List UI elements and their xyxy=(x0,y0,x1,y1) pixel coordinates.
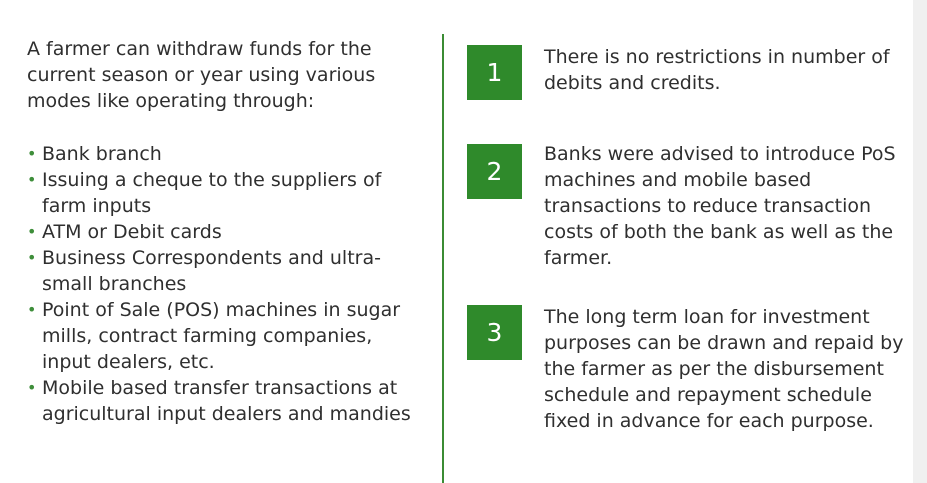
bullet-icon: • xyxy=(27,222,37,241)
list-item xyxy=(27,219,422,245)
bullet-icon: • xyxy=(27,378,37,397)
list-item xyxy=(27,245,422,297)
intro-paragraph: A farmer can withdraw funds for the current season or year using various modes like operating through: xyxy=(27,38,376,112)
list-item xyxy=(27,297,422,375)
list-item-text: Point of Sale (POS) machines in sugar mills, contract farming companies, input dealers, etc. xyxy=(42,299,401,373)
point-number-badge-1: 1 xyxy=(467,45,522,100)
point-text-1: There is no restrictions in number of debits and credits. xyxy=(544,46,890,94)
column-divider xyxy=(442,34,444,483)
point-text-3: The long term loan for investment purposes can be drawn and repaid by the farmer as per the disbursement schedule and repayment schedule fixed in advance for each purpose. xyxy=(544,306,904,432)
bullet-icon: • xyxy=(27,170,37,189)
bullet-icon: • xyxy=(27,248,37,267)
point-number-badge-2: 2 xyxy=(467,144,522,199)
list-item xyxy=(27,375,422,427)
point-number-badge-3: 3 xyxy=(467,305,522,360)
bullet-icon: • xyxy=(27,144,37,163)
list-item xyxy=(27,167,422,219)
list-item-text: ATM or Debit cards xyxy=(42,221,222,243)
list-item-text: Business Correspondents and ultra-small branches xyxy=(42,247,381,295)
list-item-text: Issuing a cheque to the suppliers of farm inputs xyxy=(42,169,382,217)
point-text-2: Banks were advised to introduce PoS machines and mobile based transactions to reduce transaction costs of both the bank as well as the farmer. xyxy=(544,143,896,269)
bullet-icon: • xyxy=(27,300,37,319)
list-item-text: Bank branch xyxy=(42,143,162,165)
right-edge-strip xyxy=(913,0,927,483)
withdrawal-modes-list xyxy=(27,141,422,427)
list-item xyxy=(27,141,422,167)
list-item-text: Mobile based transfer transactions at agricultural input dealers and mandies xyxy=(42,377,411,425)
